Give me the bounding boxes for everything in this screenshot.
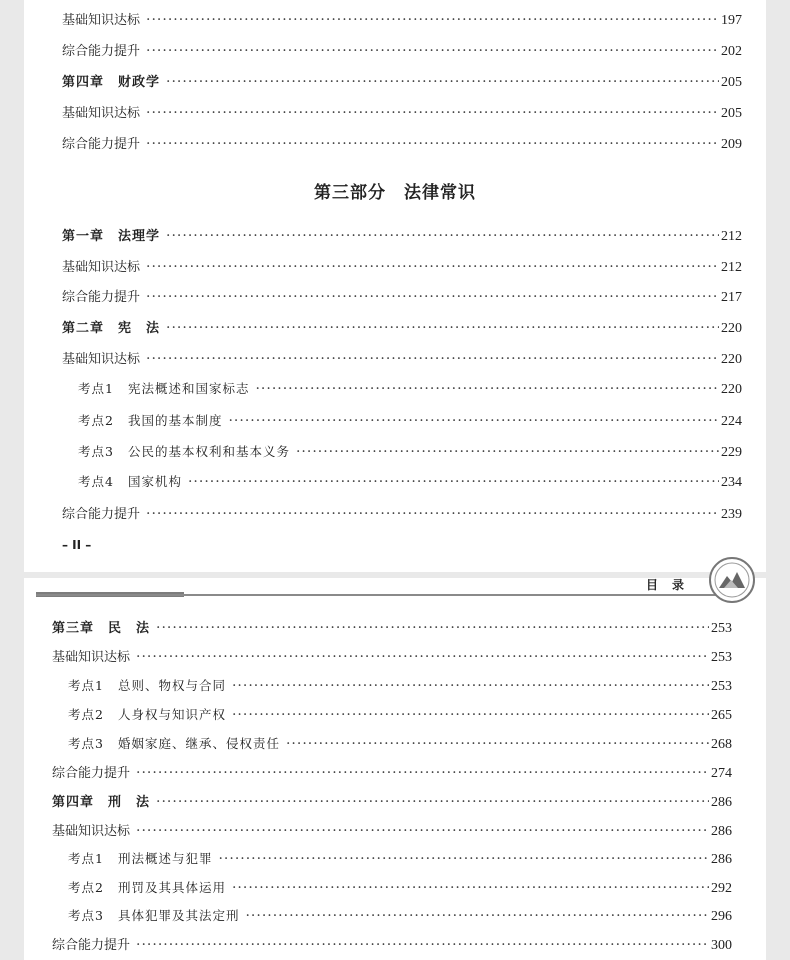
toc-entry-title (78, 473, 182, 491)
toc-section-entry (52, 936, 732, 954)
toc-page-number: 224 (721, 414, 742, 429)
toc-page-number: 197 (721, 13, 742, 28)
dot-leader (286, 735, 709, 753)
toc-page-number: 274 (711, 766, 732, 781)
toc-page-number: 265 (711, 708, 732, 723)
dot-leader (146, 11, 719, 29)
toc-entry-title: 综合能力提升 (62, 137, 141, 152)
dot-leader (255, 380, 719, 398)
toc-point-entry (78, 380, 742, 398)
toc-entry-title: 第一章 法理学 (62, 229, 161, 244)
dot-leader (296, 443, 719, 461)
toc-section-entry (62, 350, 742, 368)
toc-point-key: 考点1 (78, 381, 114, 396)
toc-entry-title (68, 677, 226, 695)
toc-point-key: 考点3 (78, 444, 114, 459)
toc-entry-title: 基础知识达标 (52, 650, 131, 665)
part-title (24, 178, 766, 203)
toc-point-title: 刑法概述与犯罪 (117, 851, 213, 866)
toc-point-title: 公民的基本权利和基本义务 (127, 444, 290, 459)
dot-leader (136, 822, 709, 840)
toc-page-lower (24, 578, 766, 960)
toc-page-number: 292 (711, 881, 732, 896)
toc-page-number: 220 (721, 352, 742, 367)
toc-point-entry (68, 706, 732, 724)
toc-point-title: 刑罚及其具体运用 (117, 880, 226, 895)
toc-point-entry (78, 443, 742, 461)
toc-chapter-entry (62, 319, 742, 337)
mountain-seal-icon (708, 556, 756, 604)
toc-point-title: 婚姻家庭、继承、侵权责任 (117, 736, 280, 751)
toc-point-entry (68, 677, 732, 695)
toc-point-entry (68, 735, 732, 753)
toc-page-number: 209 (721, 137, 742, 152)
toc-entry-title: 第二章 宪 法 (62, 321, 161, 336)
toc-entry-title: 综合能力提升 (62, 507, 141, 522)
toc-entry-title: 综合能力提升 (52, 938, 131, 953)
toc-section-entry (62, 11, 742, 29)
toc-page-number: 234 (721, 475, 742, 490)
toc-chapter-entry (52, 793, 732, 811)
toc-point-entry (78, 412, 742, 430)
toc-point-key: 考点2 (78, 413, 114, 428)
toc-entry-title: 综合能力提升 (62, 44, 141, 59)
toc-section-entry (52, 764, 732, 782)
toc-chapter-entry (62, 227, 742, 245)
part-label: 第三部分 (314, 183, 386, 203)
toc-page-number: 220 (721, 382, 742, 397)
toc-point-key: 考点3 (68, 736, 104, 751)
dot-leader (232, 879, 709, 897)
toc-page-number: 220 (721, 321, 742, 336)
dot-leader (228, 412, 719, 430)
toc-section-entry (62, 135, 742, 153)
toc-section-entry (52, 822, 732, 840)
toc-section-entry (52, 648, 732, 666)
toc-page-number: 239 (721, 507, 742, 522)
toc-entry-title (68, 879, 226, 897)
toc-entry-title (68, 850, 212, 868)
dot-leader (166, 319, 719, 337)
toc-point-key: 考点1 (68, 678, 104, 693)
toc-page-number: 253 (711, 650, 732, 665)
toc-entry-title (78, 380, 249, 398)
dot-leader (146, 135, 719, 153)
toc-entry-title: 综合能力提升 (62, 290, 141, 305)
toc-point-title: 国家机构 (127, 474, 182, 489)
toc-point-entry (68, 879, 732, 897)
toc-section-entry (62, 258, 742, 276)
toc-section-entry (62, 42, 742, 60)
page-number: – II – (62, 538, 92, 552)
toc-entry-title: 基础知识达标 (62, 352, 141, 367)
dot-leader (232, 677, 709, 695)
toc-page-number: 205 (721, 106, 742, 121)
dot-leader (146, 42, 719, 60)
running-header-label: 目录 (646, 578, 699, 592)
dot-leader (146, 104, 719, 122)
toc-page-number: 253 (711, 679, 732, 694)
toc-point-key: 考点2 (68, 707, 104, 722)
toc-point-title: 人身权与知识产权 (117, 707, 226, 722)
toc-point-title: 具体犯罪及其法定刑 (117, 908, 240, 923)
toc-page-number: 268 (711, 737, 732, 752)
dot-leader (166, 73, 719, 91)
toc-page-number: 212 (721, 229, 742, 244)
toc-section-entry (62, 104, 742, 122)
toc-entry-title: 基础知识达标 (62, 260, 141, 275)
toc-point-title: 总则、物权与合同 (117, 678, 226, 693)
toc-entry-title: 第四章 财政学 (62, 75, 161, 90)
toc-entry-title: 综合能力提升 (52, 766, 131, 781)
dot-leader (136, 648, 709, 666)
toc-chapter-entry (62, 73, 742, 91)
toc-point-key: 考点2 (68, 880, 104, 895)
toc-entry-title: 第三章 民 法 (52, 621, 151, 636)
toc-entry-title (78, 412, 222, 430)
toc-point-title: 我国的基本制度 (127, 413, 223, 428)
toc-entry-title (68, 706, 226, 724)
toc-page-number: 205 (721, 75, 742, 90)
dot-leader (166, 227, 719, 245)
toc-page-number: 286 (711, 824, 732, 839)
toc-page-number: 300 (711, 938, 732, 953)
part-name: 法律常识 (404, 183, 476, 203)
toc-page-number: 202 (721, 44, 742, 59)
toc-page-number: 229 (721, 445, 742, 460)
dot-leader (156, 619, 709, 637)
dot-leader (146, 258, 719, 276)
toc-point-entry (68, 907, 732, 925)
toc-entry-title (78, 443, 290, 461)
dot-leader (146, 350, 719, 368)
toc-entry-title: 第四章 刑 法 (52, 795, 151, 810)
dot-leader (232, 706, 709, 724)
toc-entry-title: 基础知识达标 (62, 106, 141, 121)
dot-leader (156, 793, 709, 811)
dot-leader (136, 936, 709, 954)
header-rule (36, 594, 726, 596)
toc-point-entry (68, 850, 732, 868)
toc-entry-title: 基础知识达标 (62, 13, 141, 28)
toc-section-entry (62, 288, 742, 306)
toc-point-key: 考点3 (68, 908, 104, 923)
dot-leader (146, 505, 719, 523)
dot-leader (136, 764, 709, 782)
toc-section-entry (62, 505, 742, 523)
toc-page-number: 253 (711, 621, 732, 636)
toc-page-number: 286 (711, 795, 732, 810)
toc-entry-title (68, 907, 239, 925)
toc-page-number: 212 (721, 260, 742, 275)
toc-point-key: 考点4 (78, 474, 114, 489)
toc-entry-title (68, 735, 280, 753)
dot-leader (188, 473, 719, 491)
toc-page-number: 217 (721, 290, 742, 305)
toc-entry-title: 基础知识达标 (52, 824, 131, 839)
toc-page-number: 286 (711, 852, 732, 867)
toc-page-upper (24, 0, 766, 572)
toc-point-entry (78, 473, 742, 491)
toc-point-title: 宪法概述和国家标志 (127, 381, 250, 396)
dot-leader (218, 850, 709, 868)
toc-point-key: 考点1 (68, 851, 104, 866)
toc-chapter-entry (52, 619, 732, 637)
toc-page-number: 296 (711, 909, 732, 924)
dot-leader (245, 907, 709, 925)
dot-leader (146, 288, 719, 306)
